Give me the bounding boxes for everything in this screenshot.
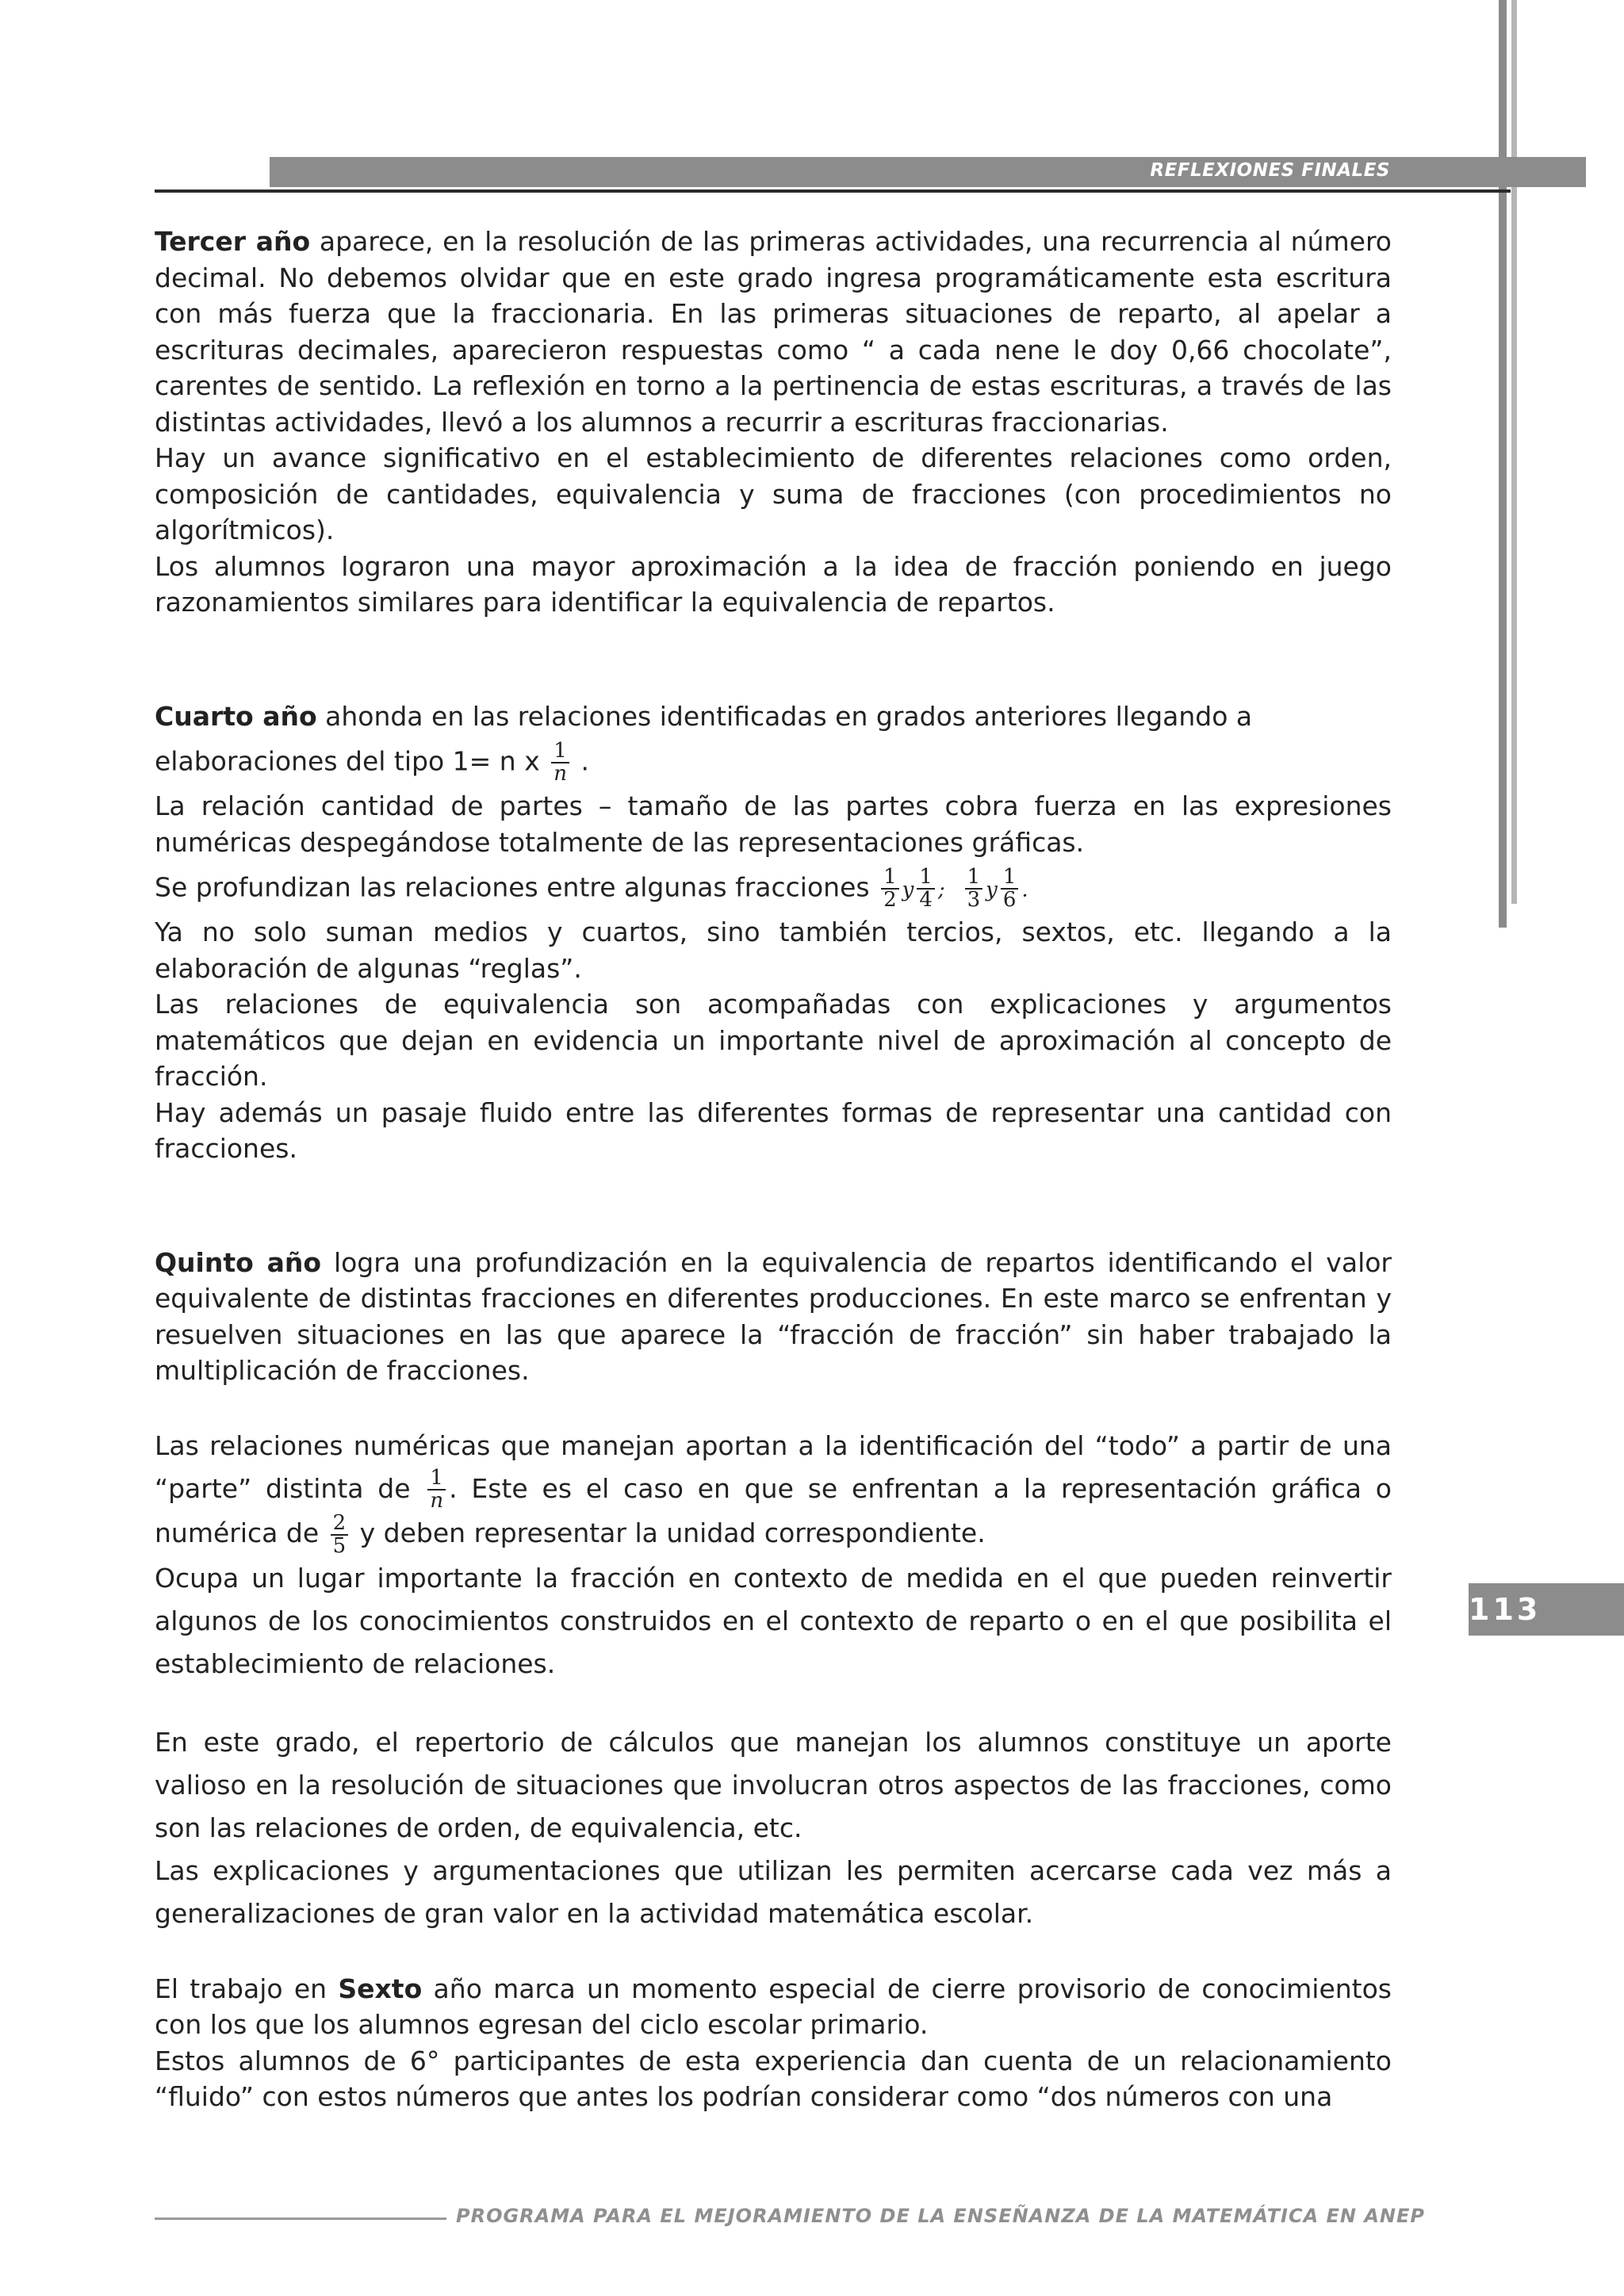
right-vertical-bar-light: [1511, 0, 1517, 904]
sexto-paragraph-2: Estos alumnos de 6° participantes de esta experiencia dan cuenta de un relacionamiento “fluido” con estos números que antes los podrían considerar como “dos números con una: [155, 2045, 1392, 2112]
fraction-1-6: $\frac{1}{6}$: [1001, 867, 1019, 911]
text: . Este es el caso en que se enfrentan a la representación gráfica o numérica de: [155, 1472, 1392, 1548]
text: ahonda en las relaciones identificadas en grados anteriores llegando a: [316, 700, 1253, 732]
quinto-paragraph-4: En este grado, el repertorio de cálculos que manejan los alumnos constituye un aporte valioso en la resolución de situaciones que involucran otros aspectos de las fracciones, como son las relaciones de orden, de equivalencia, etc.: [155, 1726, 1392, 1843]
text: aparece, en la resolución de las primeras actividades, una recurrencia al número decimal. No debemos olvidar que en este grado ingresa programáticamente esta escritura con más fuerza que la fraccionaria. En las primeras situaciones de reparto, al apelar a escrituras decimales, aparecieron respuestas como “ a cada nene le doy 0,66 chocolate”, carentes de sentido. La reflexión en torno a la pertinencia de estas escrituras, a través de las distintas actividades, llevó a los alumnos a recurrir a escrituras fraccionarias.: [155, 226, 1392, 438]
text: Las relaciones numéricas que manejan aportan a la identificación del “todo” a partir de una “parte” distinta de: [155, 1429, 1392, 1504]
text: logra una profundización en la equivalencia de repartos identificando el valor equivalente de distintas fracciones en diferentes producciones. En este marco se enfrentan y resuelven situaciones en las que aparece la “fracción de fracción” sin haber trabajado la multiplicación de fracciones.: [155, 1246, 1392, 1386]
fraction-1-3: $\frac{1}{3}$: [965, 867, 983, 911]
cuarto-paragraph-1: [155, 698, 1392, 735]
text: ;: [937, 878, 945, 902]
quinto-bold: Quinto año: [155, 1246, 322, 1278]
page-number: 113: [1469, 1592, 1542, 1627]
tercer-bold: Tercer año: [155, 226, 311, 257]
quinto-paragraph-3: Ocupa un lugar importante la fracción en contexto de medida en el que pueden reinvertir algunos de los conocimientos construidos en el contexto de reparto o en el que posibilita el establecimiento de relaciones.: [155, 1562, 1392, 1679]
text: .: [1021, 878, 1028, 902]
quinto-paragraph-5: Las explicaciones y argumentaciones que utilizan les permiten acercarse cada vez más a generalizaciones de gran valor en la actividad matemática escolar.: [155, 1854, 1392, 1929]
tercer-paragraph-1: [155, 224, 1392, 440]
fraction-1-2: $\frac{1}{2}$: [881, 867, 899, 911]
running-header: REFLEXIONES FINALES: [1150, 160, 1390, 181]
footer-rule: [155, 2218, 446, 2220]
quinto-paragraph-1: [155, 1245, 1392, 1389]
cuarto-fractions-line: [155, 867, 1392, 911]
text: y deben representar la unidad correspondiente.: [351, 1517, 986, 1548]
text: y: [902, 878, 914, 902]
text: y: [986, 878, 998, 902]
text: .: [573, 745, 589, 777]
sexto-paragraph-1: [155, 1971, 1392, 2043]
cuarto-paragraph-2: La relación cantidad de partes – tamaño de las partes cobra fuerza en las expresiones numéricas despegándose totalmente de las representaciones gráficas.: [155, 790, 1392, 858]
cuarto-paragraph-4: Ya no solo suman medios y cuartos, sino también tercios, sextos, etc. llegando a la elaboración de algunas “reglas”.: [155, 916, 1392, 984]
quinto-paragraph-2: [155, 1425, 1392, 1557]
cuarto-paragraph-6: Hay además un pasaje fluido entre las diferentes formas de representar una cantidad con fracciones.: [155, 1096, 1392, 1164]
tercer-paragraph-3: Los alumnos lograron una mayor aproximación a la idea de fracción poniendo en juego razonamientos similares para identificar la equivalencia de repartos.: [155, 550, 1392, 618]
fraction-2-5: $\frac{2}{5}$: [331, 1513, 349, 1557]
header-rule: [155, 189, 1511, 193]
fraction-1-n: $\frac{1}{n}$: [427, 1468, 446, 1512]
cuarto-paragraph-5: Las relaciones de equivalencia son acompañadas con explicaciones y argumentos matemáticos que dejan en evidencia un importante nivel de aproximación al concepto de fracción.: [155, 989, 1392, 1092]
cuarto-bold: Cuarto año: [155, 700, 317, 732]
page-body: [155, 224, 1392, 2115]
tercer-paragraph-2: Hay un avance significativo en el establecimiento de diferentes relaciones como orden, composición de cantidades, equivalencia y suma de fracciones (con procedimientos no algorítmicos).: [155, 442, 1392, 545]
fraction-1-4: $\frac{1}{4}$: [917, 867, 935, 911]
sexto-bold: Sexto: [338, 1973, 423, 2004]
text: El trabajo en: [155, 1973, 339, 2004]
cuarto-formula-line: [155, 740, 1392, 785]
text: Se profundizan las relaciones entre algunas fracciones: [155, 871, 870, 903]
fraction-1-n: $\frac{1}{n}$: [551, 740, 569, 785]
footer-text: PROGRAMA PARA EL MEJORAMIENTO DE LA ENSEÑANZA DE LA MATEMÁTICA EN ANEP: [456, 2205, 1425, 2227]
right-vertical-bar: [1499, 0, 1507, 928]
text: elaboraciones del tipo 1= n x: [155, 745, 540, 777]
text: año marca un momento especial de cierre provisorio de conocimientos con los que los alumnos egresan del ciclo escolar primario.: [155, 1973, 1392, 2040]
page-number-tab: [1469, 1583, 1624, 1636]
